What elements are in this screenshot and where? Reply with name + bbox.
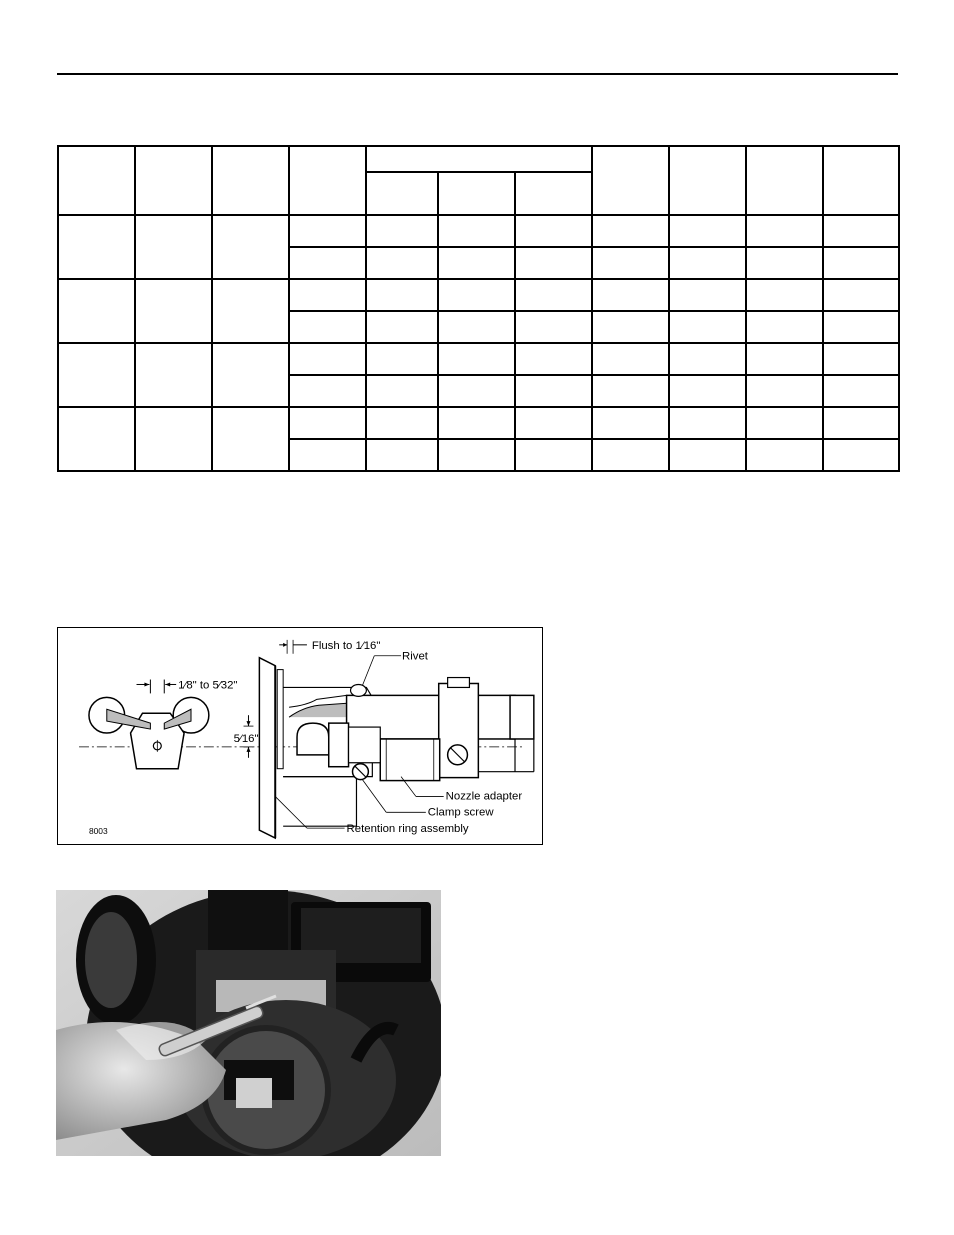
table-cell — [515, 343, 592, 375]
header-cell — [592, 146, 669, 215]
table-cell — [592, 439, 669, 471]
gap-label: 1⁄8" to 5⁄32" — [178, 679, 238, 692]
group-cell — [212, 279, 289, 343]
table-cell — [438, 311, 515, 343]
table-cell — [289, 407, 366, 439]
subheader-cell — [366, 172, 438, 215]
table-cell — [438, 407, 515, 439]
group-cell — [58, 215, 135, 279]
table-cell — [289, 247, 366, 279]
table-cell — [366, 343, 438, 375]
table-cell — [746, 375, 823, 407]
rivet-label: Rivet — [402, 650, 428, 663]
group-cell — [212, 343, 289, 407]
group-cell — [58, 407, 135, 471]
table-cell — [823, 311, 899, 343]
group-cell — [135, 407, 212, 471]
table-cell — [515, 407, 592, 439]
subheader-cell — [438, 172, 515, 215]
group-cell — [58, 279, 135, 343]
table-cell — [289, 279, 366, 311]
table-cell — [669, 215, 746, 247]
table-cell — [592, 407, 669, 439]
table-cell — [746, 343, 823, 375]
table-cell — [366, 439, 438, 471]
header-cell — [823, 146, 899, 215]
clamp-screw-label: Clamp screw — [427, 806, 494, 819]
table-cell — [823, 247, 899, 279]
table-cell — [289, 311, 366, 343]
header-cell — [746, 146, 823, 215]
header-cell — [58, 146, 135, 215]
table-cell — [289, 439, 366, 471]
table-cell — [746, 247, 823, 279]
retention-ring-label: Retention ring assembly — [346, 823, 469, 836]
table-cell — [823, 343, 899, 375]
header-rule — [57, 73, 898, 75]
table-cell — [592, 311, 669, 343]
offset-label: 5⁄16" — [233, 732, 259, 745]
table-cell — [669, 311, 746, 343]
table-cell — [366, 279, 438, 311]
table-cell — [515, 279, 592, 311]
table-cell — [515, 439, 592, 471]
table-cell — [438, 215, 515, 247]
table-cell — [823, 407, 899, 439]
table-cell — [366, 311, 438, 343]
table-cell — [289, 215, 366, 247]
header-cell — [289, 146, 366, 215]
table-cell — [669, 407, 746, 439]
burner-photo-icon — [56, 890, 441, 1156]
table-cell — [669, 375, 746, 407]
burner-adjustment-photo — [56, 890, 441, 1156]
table-cell — [366, 407, 438, 439]
table-cell — [823, 439, 899, 471]
flush-label: Flush to 1⁄16" — [311, 639, 381, 652]
table-cell — [515, 375, 592, 407]
subheader-cell — [515, 172, 592, 215]
table-cell — [823, 279, 899, 311]
table-cell — [823, 215, 899, 247]
table-cell — [515, 311, 592, 343]
table-cell — [438, 279, 515, 311]
table-row — [58, 215, 899, 247]
header-cell — [212, 146, 289, 215]
table-cell — [592, 375, 669, 407]
electrode-setting-diagram — [57, 627, 543, 845]
nozzle-adapter-label: Nozzle adapter — [445, 790, 523, 803]
table-cell — [746, 311, 823, 343]
group-cell — [135, 343, 212, 407]
table-cell — [746, 215, 823, 247]
table-row — [58, 407, 899, 439]
table-cell — [669, 439, 746, 471]
header-group-cell — [366, 146, 592, 172]
table-cell — [438, 343, 515, 375]
table-cell — [592, 279, 669, 311]
figure-number: 8003 — [88, 826, 108, 837]
table-row — [58, 279, 899, 311]
table-cell — [669, 343, 746, 375]
group-cell — [212, 407, 289, 471]
table-cell — [746, 407, 823, 439]
group-cell — [212, 215, 289, 279]
table-cell — [366, 375, 438, 407]
table-cell — [366, 247, 438, 279]
table-cell — [366, 215, 438, 247]
table-cell — [515, 215, 592, 247]
header-cell — [135, 146, 212, 215]
table-cell — [823, 375, 899, 407]
table-cell — [289, 343, 366, 375]
table-header-row — [58, 146, 899, 172]
table-cell — [289, 375, 366, 407]
table-cell — [669, 247, 746, 279]
table-row — [58, 343, 899, 375]
table-cell — [669, 279, 746, 311]
table-cell — [592, 215, 669, 247]
table-cell — [746, 439, 823, 471]
table-cell — [746, 279, 823, 311]
group-cell — [135, 215, 212, 279]
group-cell — [135, 279, 212, 343]
table-cell — [438, 375, 515, 407]
specs-table — [57, 145, 900, 472]
table-cell — [515, 247, 592, 279]
table-cell — [438, 247, 515, 279]
table-cell — [592, 343, 669, 375]
header-cell — [669, 146, 746, 215]
table-cell — [438, 439, 515, 471]
group-cell — [58, 343, 135, 407]
table-cell — [592, 247, 669, 279]
